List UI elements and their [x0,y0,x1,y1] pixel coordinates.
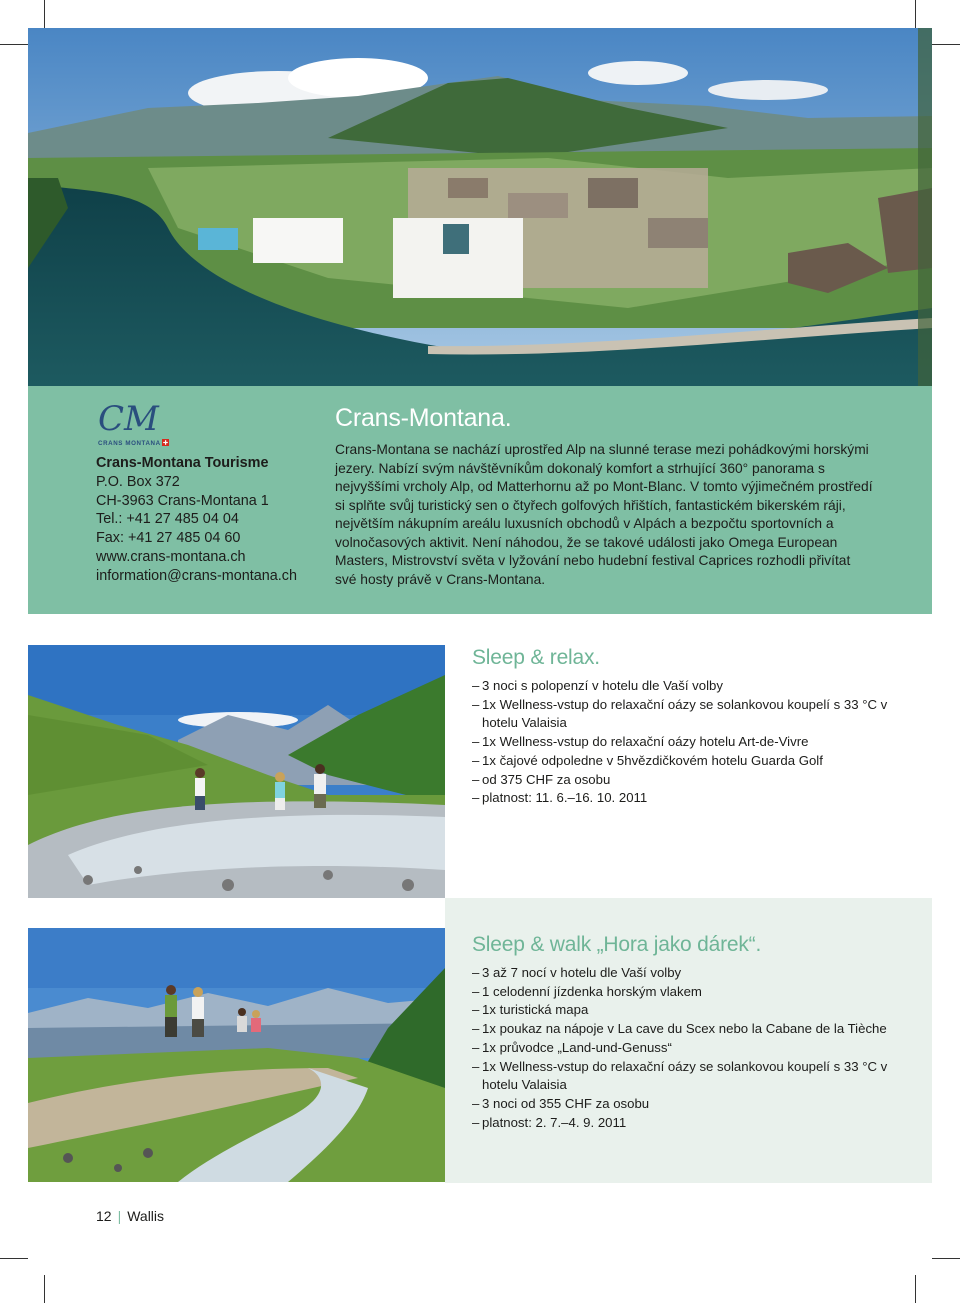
footer-separator: | [117,1208,122,1224]
crop-mark [915,1275,916,1303]
list-item: – 3 noci od 355 CHF za osobu [472,1095,650,1111]
intro-text [335,441,875,589]
hero-photo [28,28,932,386]
hikers-path-photo [28,928,445,1182]
contact-tel: Tel.: +41 27 485 04 04 [96,511,239,528]
list-item: – 1x Wellness-vstup do relaxační oázy se solankovou koupelí s 33 °C v hotelu Valaisia [472,696,888,731]
list-item: – 3 až 7 nocí v hotelu dle Vaší volby [472,965,682,980]
page-number: 12 [96,1208,112,1224]
crop-mark [44,0,45,28]
crop-mark [0,44,28,45]
crans-montana-logo [98,398,174,448]
list-item: – 1x poukaz na nápoje v La cave du Scex nebo la Cabane de la Tièche [472,1021,887,1037]
contact-fax: Fax: +41 27 485 04 60 [96,530,241,547]
list-item: – 1x Wellness-vstup do relaxační oázy se solankovou koupelí s 33 °C v hotelu Valaisia [472,1058,888,1093]
contact-email-link[interactable]: information@crans-montana.ch [96,567,297,584]
contact-address: CH-3963 Crans-Montana 1 [96,492,269,509]
contact-block [96,454,297,586]
offer-list [472,677,912,808]
hikers-stream-photo [28,645,445,898]
list-item: – 3 noci s polopenzí v hotelu dle Vaší volby [472,678,723,693]
offer-sleep-walk [472,932,912,1132]
svg-text:CRANS MONTANA: CRANS MONTANA [98,440,161,447]
list-item: – 1x čajové odpoledne v 5hvězdičkovém hotelu Guarda Golf [472,752,823,768]
svg-text:CM: CM [98,399,159,439]
offer-title: Sleep & relax. [472,646,600,669]
crop-mark [932,1258,960,1259]
contact-web-link[interactable]: www.crans-montana.ch [96,548,246,565]
list-item: – platnost: 11. 6.–16. 10. 2011 [472,790,648,806]
intro-paragraph: Crans-Montana se nachází uprostřed Alp na slunné terase mezi pohádkovými horskými jezery. Nabízí svým návštěvníkům dokonalý komfort a strhující 360° panorama s nejvyššími vrcholy Alp, od Matterhornu až po Mont-Blanc. V tomto výjimečném prostředí si splňte svůj turistický sen o čtyřech golfových hřištích, fantastickém bikerském ráji, největším nákupním areálu luxusních obchodů v Alpách a bezpočtu sportovních a volnočasových aktivit. Není náhodou, že se takové události jako Omega European Masters, Mistrovství světa v lyžování nebo hudební festival Caprices rozhodli přivítat své hosty právě v Crans-Montana. [335,442,873,587]
list-item: – 1x průvodce „Land-und-Genuss“ [472,1039,672,1055]
list-item: – platnost: 2. 7.–4. 9. 2011 [472,1114,627,1130]
page-footer [96,1208,164,1224]
list-item: – 1x Wellness-vstup do relaxační oázy hotelu Art-de-Vivre [472,734,809,750]
contact-name: Crans-Montana Tourisme [96,455,269,471]
info-band [28,386,932,614]
contact-box: P.O. Box 372 [96,473,180,490]
offer-sleep-relax [472,645,912,808]
crop-mark [915,0,916,28]
crop-mark [0,1258,28,1259]
offer-title: Sleep & walk „Hora jako dárek“. [472,933,762,956]
section-name: Wallis [127,1208,165,1224]
intro-title: Crans-Montana. [335,404,512,432]
offer-list [472,964,912,1132]
list-item: – od 375 CHF za osobu [472,771,611,787]
crop-mark [44,1275,45,1303]
crop-mark [932,44,960,45]
list-item: – 1x turistická mapa [472,1002,589,1018]
list-item: – 1 celodenní jízdenka horským vlakem [472,983,702,999]
